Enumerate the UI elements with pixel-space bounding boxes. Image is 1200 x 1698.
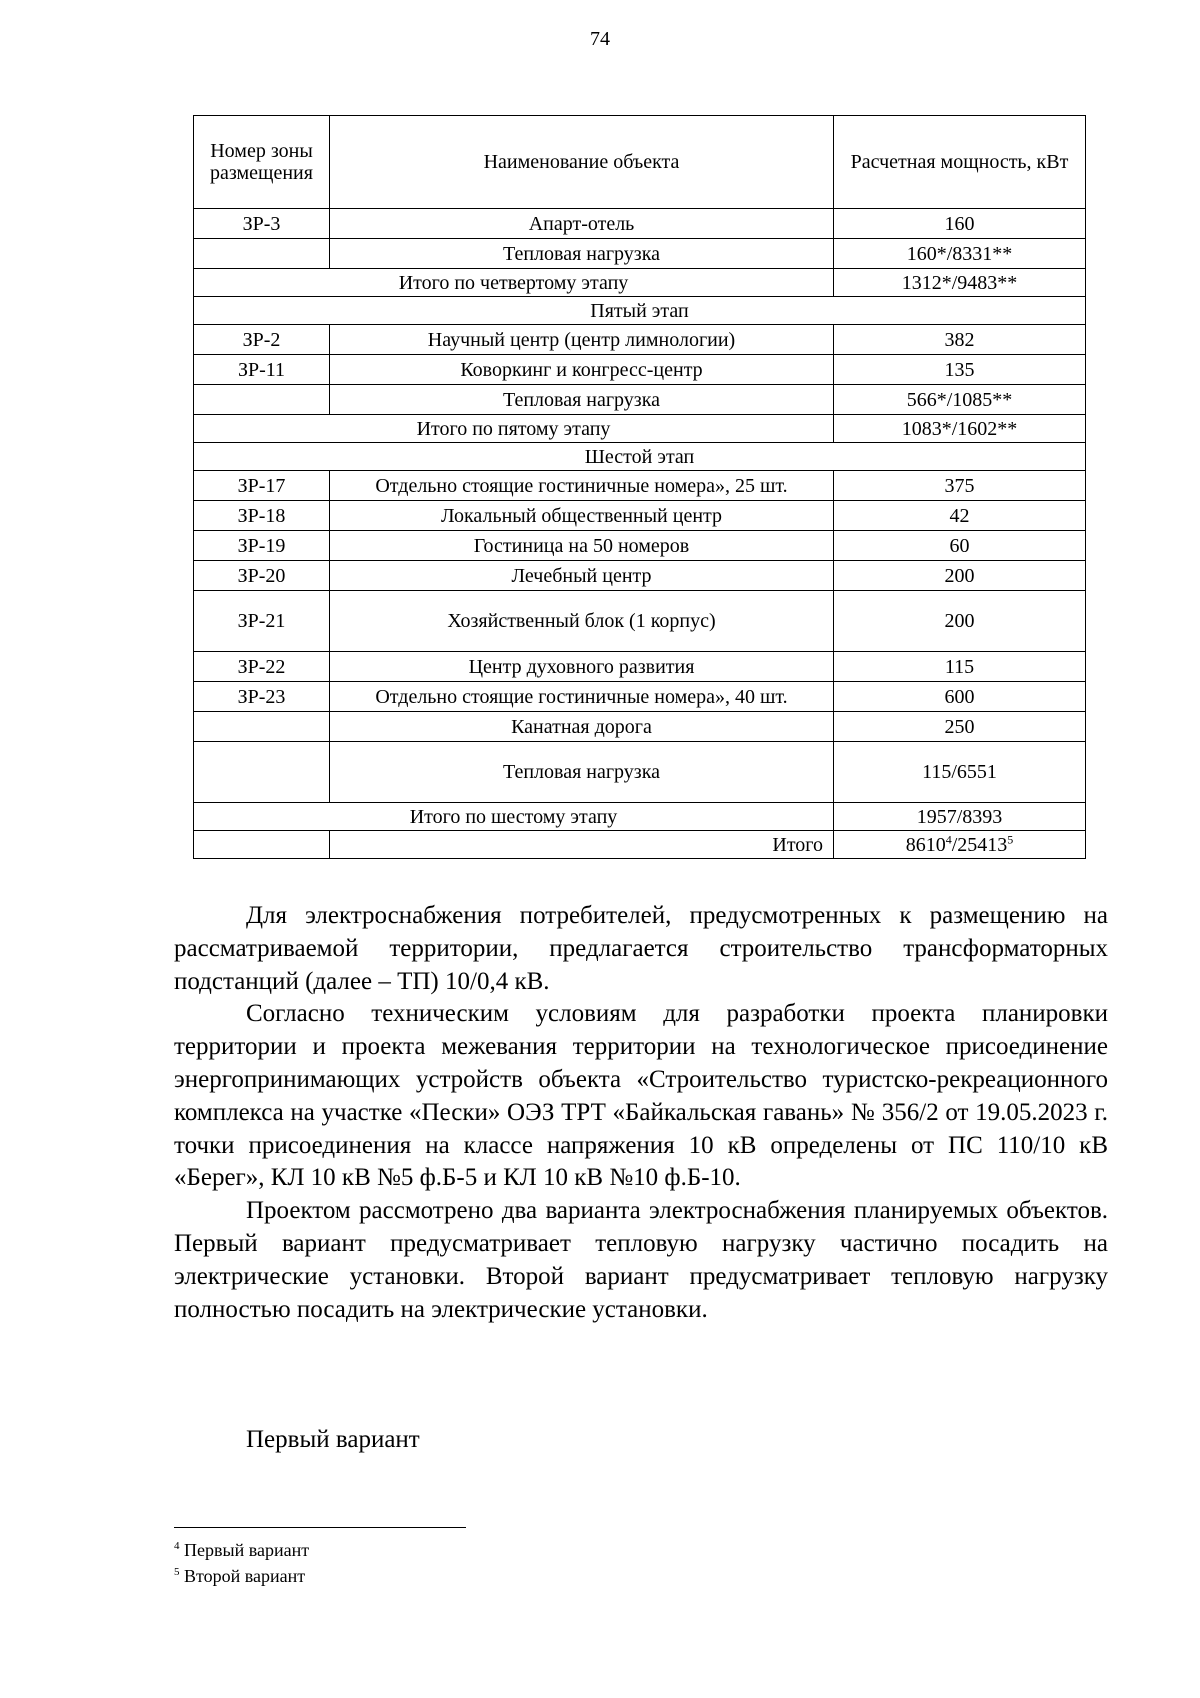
zone-cell [194,712,330,742]
paragraph: Согласно техническим условиям для разработки проекта планировки территории и проекта межевания территории на технологическое присоединение энергопринимающих устройств объекта «Строительство туристско-рекреационного комплекса на участке «Пески» ОЭЗ ТРТ «Байкальская гавань» № 356/2 от 19.05.2023 г. точки присоединения на классе напряжения 10 кВ определены от ПС 110/10 кВ «Берег», КЛ 10 кВ №5 ф.Б-5 и КЛ 10 кВ №10 ф.Б-10. [174,1000,1108,1192]
stage-row [194,297,1086,325]
footnote-mark: 5 [174,1566,180,1578]
total-value-2: 25413 [957,833,1008,856]
zone-cell: ЗР-20 [194,561,330,591]
footnote-mark: 4 [174,1540,180,1552]
stage-row [194,443,1086,471]
object-name-cell: Локальный общественный центр [330,501,834,531]
subtotal-row [194,803,1086,831]
table-row [194,591,1086,652]
object-name-cell: Тепловая нагрузка [330,385,834,415]
power-cell: 42 [834,501,1086,531]
subtotal-label: Итого по четвертому этапу [194,269,834,297]
subtotal-label: Итого по шестому этапу [194,803,834,831]
subtotal-row [194,415,1086,443]
table-header-row [194,116,1086,209]
object-name-cell: Научный центр (центр лимнологии) [330,325,834,355]
page-number: 74 [590,28,610,50]
table-row [194,385,1086,415]
power-cell: 200 [834,561,1086,591]
power-cell: 135 [834,355,1086,385]
table-row [194,561,1086,591]
body-text [174,900,1108,1326]
zone-cell: ЗР-2 [194,325,330,355]
footnote-text: Первый вариант [184,1540,310,1560]
table-row [194,652,1086,682]
zone-cell [194,239,330,269]
object-name-cell: Лечебный центр [330,561,834,591]
footnote-text: Второй вариант [184,1566,306,1586]
stage-title: Пятый этап [194,297,1086,325]
power-cell: 382 [834,325,1086,355]
zone-cell: ЗР-18 [194,501,330,531]
power-cell: 200 [834,591,1086,652]
paragraph: Для электроснабжения потребителей, предусмотренных к размещению на рассматриваемой территории, предлагается строительство трансформаторных подстанций (далее – ТП) 10/0,4 кВ. [174,902,1108,995]
power-table [193,115,1086,859]
zone-cell: ЗР-17 [194,471,330,501]
footnote-ref: 5 [1007,831,1014,846]
table-row [194,325,1086,355]
object-name-cell: Отдельно стоящие гостиничные номера», 40 шт. [330,682,834,712]
subtotal-label: Итого по пятому этапу [194,415,834,443]
subtotal-row [194,269,1086,297]
power-cell: 160 [834,209,1086,239]
power-cell: 60 [834,531,1086,561]
object-name-cell: Отдельно стоящие гостиничные номера», 25 шт. [330,471,834,501]
zone-cell: ЗР-19 [194,531,330,561]
footnote-divider [174,1527,466,1528]
grand-total-row [194,831,1086,859]
table-row [194,501,1086,531]
footnote [174,1566,305,1587]
object-name-cell: Апарт-отель [330,209,834,239]
zone-cell: ЗР-22 [194,652,330,682]
table-row [194,712,1086,742]
total-separator: / [951,833,958,856]
power-cell: 250 [834,712,1086,742]
zone-cell [194,385,330,415]
table-row [194,682,1086,712]
power-cell: 600 [834,682,1086,712]
power-cell: 115/6551 [834,742,1086,803]
paragraph: Проектом рассмотрено два варианта электроснабжения планируемых объектов. Первый вариант предусматривает тепловую нагрузку частично посадить на электрические установки. Второй вариант предусматривает тепловую нагрузку полностью посадить на электрические установки. [174,1197,1108,1323]
header-zone: Номер зоны размещения [194,116,330,209]
object-name-cell: Тепловая нагрузка [330,742,834,803]
object-name-cell: Тепловая нагрузка [330,239,834,269]
power-cell: 160*/8331** [834,239,1086,269]
table-row [194,209,1086,239]
empty-cell [194,831,330,859]
subtotal-value: 1312*/9483** [834,269,1086,297]
zone-cell: ЗР-21 [194,591,330,652]
table-row [194,239,1086,269]
table-row [194,355,1086,385]
power-cell: 115 [834,652,1086,682]
power-cell: 566*/1085** [834,385,1086,415]
zone-cell [194,742,330,803]
footnote [174,1540,309,1561]
header-power: Расчетная мощность, кВт [834,116,1086,209]
footnote-ref: 4 [945,831,952,846]
grand-total-value [834,831,1086,859]
zone-cell: ЗР-3 [194,209,330,239]
object-name-cell: Канатная дорога [330,712,834,742]
subtotal-value: 1083*/1602** [834,415,1086,443]
object-name-cell: Центр духовного развития [330,652,834,682]
object-name-cell: Гостиница на 50 номеров [330,531,834,561]
header-object-name: Наименование объекта [330,116,834,209]
total-value-1: 8610 [905,833,946,856]
object-name-cell: Коворкинг и конгресс-центр [330,355,834,385]
table-row [194,742,1086,803]
stage-title: Шестой этап [194,443,1086,471]
table-body [194,209,1086,859]
table-row [194,471,1086,501]
zone-cell: ЗР-11 [194,355,330,385]
object-name-cell: Хозяйственный блок (1 корпус) [330,591,834,652]
subtotal-value: 1957/8393 [834,803,1086,831]
grand-total-label: Итого [330,831,834,859]
zone-cell: ЗР-23 [194,682,330,712]
table-row [194,531,1086,561]
section-heading: Первый вариант [246,1426,420,1453]
power-cell: 375 [834,471,1086,501]
